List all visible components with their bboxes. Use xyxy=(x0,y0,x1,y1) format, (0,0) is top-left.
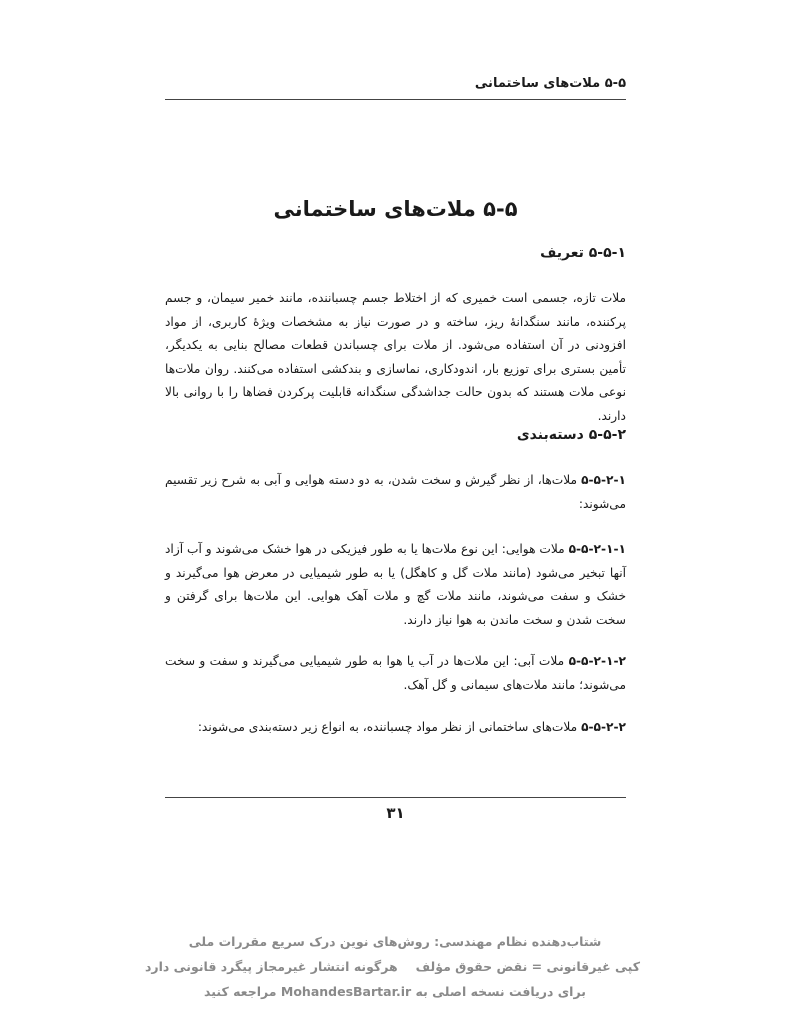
footer-divider xyxy=(165,797,626,798)
section-heading-classification: ۵-۵-۲ دسته‌بندی xyxy=(516,427,626,443)
watermark-text-before: برای دریافت نسخه اصلی به xyxy=(415,984,586,999)
definition-paragraph: ملات تازه، جسمی است خمیری که از اختلاط جسم چسباننده، مانند خمیر سیمان، و جسم پرکننده، مانند سنگدانهٔ ریز، ساخته و در صورت نیاز به مشخصات ویژهٔ کاربری، از مواد افزودنی در آن استفاده می‌شود. از ملات برای چسباندن قطعات مصالح بنایی به یکدیگر، تأمین بستری برای توزیع بار، اندودکاری، نماسازی و بندکشی استفاده می‌کنند. روان ملات‌ها نوعی ملات هستند که بدون حالت جداشدگی سنگدانه قابلیت پرکردن فضاها را با روانی بالا دارند. xyxy=(165,291,626,423)
watermark-website: MohandesBartar.ir xyxy=(280,984,412,999)
classification-paragraph-3 xyxy=(165,650,626,697)
watermark-text-after: مراجعه کنید xyxy=(204,984,277,999)
watermark-line-2 xyxy=(145,959,640,974)
watermark-legal-notice: هرگونه انتشار غیرمجاز پیگرد قانونی دارد xyxy=(145,959,398,974)
watermark-copyright-notice: کپی غیرقانونی = نقض حقوق مؤلف xyxy=(415,959,640,974)
watermark-line-1: شتاب‌دهنده نظام مهندسی: روش‌های نوین درک سریع مقررات ملی xyxy=(188,934,602,949)
watermark-line-3 xyxy=(150,984,640,999)
classification-paragraph-1 xyxy=(165,469,626,516)
classification-paragraph-4 xyxy=(165,716,626,740)
clause-text: ملات‌های ساختمانی از نظر مواد چسباننده، به انواع زیر دسته‌بندی می‌شوند: xyxy=(197,720,582,734)
classification-paragraph-2 xyxy=(165,538,626,632)
running-header: ۵-۵ ملات‌های ساختمانی xyxy=(474,76,626,91)
section-heading-definition: ۵-۵-۱ تعریف xyxy=(540,245,626,261)
header-divider xyxy=(165,99,626,100)
clause-number: ۵-۵-۲-۲ xyxy=(581,720,626,734)
clause-number: ۵-۵-۲-۱ xyxy=(581,473,626,487)
clause-text: ملات هوایی: این نوع ملات‌ها یا به طور فیزیکی در هوا خشک می‌شوند و آب آزاد آنها تبخیر می‌شود (مانند ملات گل و کاهگل) یا به طور شیمیایی در معرض هوا می‌گیرند و خشک و سفت می‌شوند، مانند ملات گچ و ملات آهک هوایی. این ملات‌ها برای گرفتن و سخت شدن و سخت ماندن به هوا نیاز دارند. xyxy=(165,542,626,627)
page-number: ۳۱ xyxy=(386,804,405,822)
chapter-title: ۵-۵ ملات‌های ساختمانی xyxy=(273,197,518,221)
clause-text: ملات‌ها، از نظر گیرش و سخت شدن، به دو دسته هوایی و آبی به شرح زیر تقسیم می‌شوند: xyxy=(165,473,626,511)
clause-number: ۵-۵-۲-۱-۱ xyxy=(568,542,626,556)
clause-number: ۵-۵-۲-۱-۲ xyxy=(568,654,626,668)
clause-text: ملات آبی: این ملات‌ها در آب یا هوا به طور شیمیایی می‌گیرند و سفت و سخت می‌شوند؛ مانند ملات‌های سیمانی و گل آهک. xyxy=(165,654,626,692)
